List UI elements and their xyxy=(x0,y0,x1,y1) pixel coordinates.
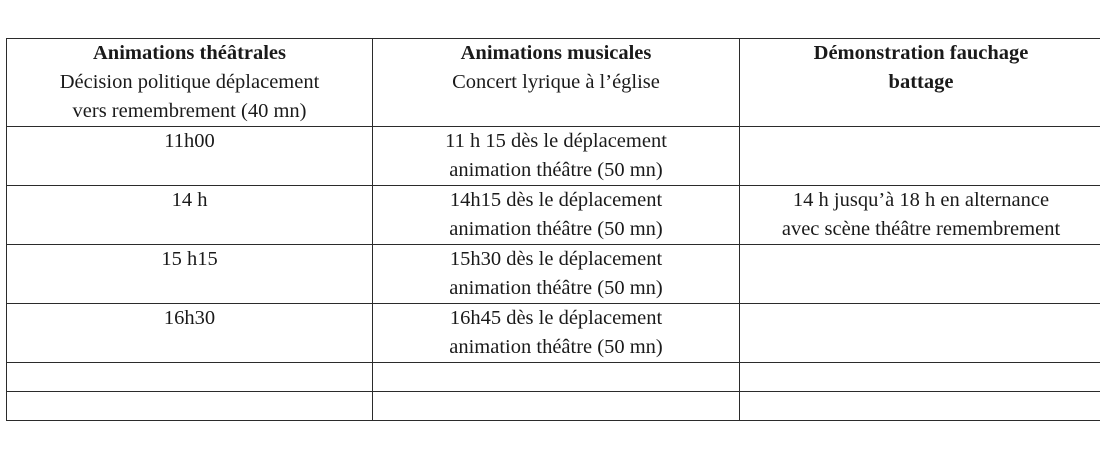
cell-theatre-time xyxy=(7,392,373,421)
cell-demo xyxy=(740,127,1100,186)
cell-demo-line-1: 14 h jusqu’à 18 h en alternance xyxy=(792,189,1050,211)
cell-demo xyxy=(740,363,1100,392)
cell-theatre-time: 15 h15 xyxy=(7,245,373,304)
table-row xyxy=(7,304,1100,363)
header-music xyxy=(373,39,740,127)
cell-music xyxy=(373,186,740,245)
cell-music-line-2: animation théâtre (50 mn) xyxy=(449,277,663,299)
cell-music-line-1: 15h30 dès le déplacement xyxy=(449,248,663,270)
cell-music-line-2: animation théâtre (50 mn) xyxy=(449,218,663,240)
header-theatre xyxy=(7,39,373,127)
cell-music xyxy=(373,127,740,186)
cell-theatre-time: 14 h xyxy=(7,186,373,245)
cell-music-line-1: 11 h 15 dès le déplacement xyxy=(445,130,667,152)
cell-music-line-2: animation théâtre (50 mn) xyxy=(449,336,663,358)
cell-theatre-time xyxy=(7,363,373,392)
cell-music xyxy=(373,392,740,421)
cell-demo-line-2: avec scène théâtre remembrement xyxy=(781,218,1061,240)
cell-music xyxy=(373,363,740,392)
header-theatre-subtitle-line-2: vers remembrement (40 mn) xyxy=(72,100,307,122)
table-row xyxy=(7,245,1100,304)
table-row xyxy=(7,186,1100,245)
table-row-empty xyxy=(7,363,1100,392)
table-row xyxy=(7,127,1100,186)
header-theatre-title: Animations théâtrales xyxy=(92,42,287,64)
cell-demo xyxy=(740,304,1100,363)
header-demo-title-line-2: battage xyxy=(888,71,954,93)
cell-music-line-1: 16h45 dès le déplacement xyxy=(449,307,663,329)
header-demo-title-line-1: Démonstration fauchage xyxy=(813,42,1029,64)
header-theatre-subtitle-line-1: Décision politique déplacement xyxy=(59,71,320,93)
cell-theatre-time: 11h00 xyxy=(7,127,373,186)
cell-theatre-time: 16h30 xyxy=(7,304,373,363)
cell-music-line-2: animation théâtre (50 mn) xyxy=(449,159,663,181)
cell-demo xyxy=(740,392,1100,421)
header-music-title: Animations musicales xyxy=(460,42,652,64)
header-music-subtitle: Concert lyrique à l’église xyxy=(452,71,660,93)
table-row-empty xyxy=(7,392,1100,421)
schedule-table xyxy=(6,38,1100,421)
cell-music xyxy=(373,245,740,304)
cell-demo xyxy=(740,245,1100,304)
cell-music xyxy=(373,304,740,363)
cell-music-line-1: 14h15 dès le déplacement xyxy=(449,189,663,211)
cell-demo xyxy=(740,186,1100,245)
header-demo xyxy=(740,39,1100,127)
header-row xyxy=(7,39,1100,127)
